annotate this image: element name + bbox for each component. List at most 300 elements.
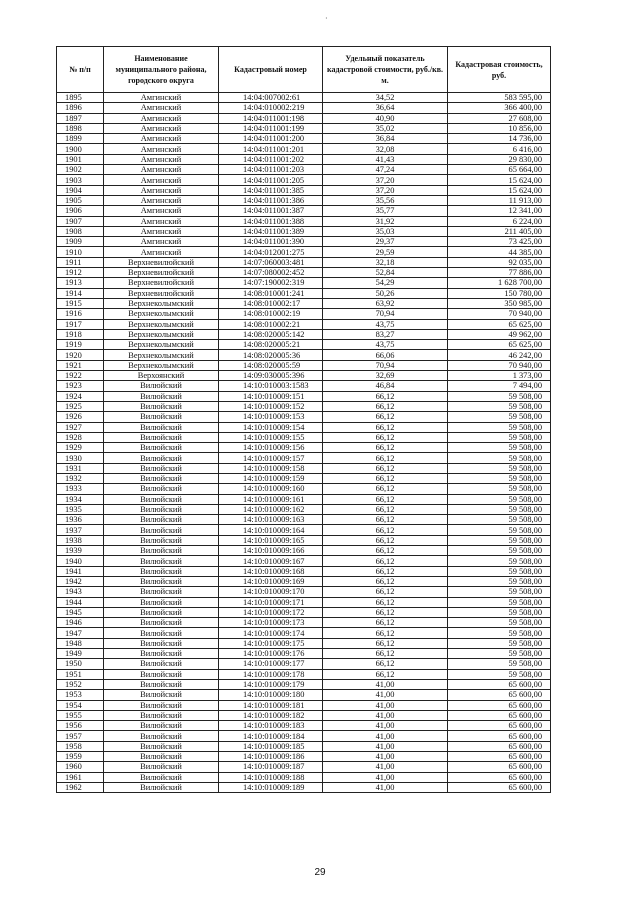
cadastral-number-cell: 14:10:010009:151 bbox=[219, 391, 323, 401]
row-number-cell: 1950 bbox=[57, 659, 104, 669]
cost-cell: 211 405,00 bbox=[448, 226, 551, 236]
district-cell: Вилюйский bbox=[104, 731, 219, 741]
district-cell: Вилюйский bbox=[104, 484, 219, 494]
district-cell: Вилюйский bbox=[104, 741, 219, 751]
indicator-cell: 29,37 bbox=[323, 237, 448, 247]
row-number-cell: 1896 bbox=[57, 103, 104, 113]
district-cell: Вилюйский bbox=[104, 525, 219, 535]
row-number-cell: 1897 bbox=[57, 113, 104, 123]
row-number-cell: 1933 bbox=[57, 484, 104, 494]
indicator-cell: 66,12 bbox=[323, 412, 448, 422]
cadastral-number-cell: 14:10:010009:187 bbox=[219, 762, 323, 772]
table-row bbox=[57, 628, 551, 638]
row-number-cell: 1941 bbox=[57, 566, 104, 576]
cadastral-number-cell: 14:10:010009:188 bbox=[219, 772, 323, 782]
table-row bbox=[57, 371, 551, 381]
row-number-cell: 1939 bbox=[57, 546, 104, 556]
row-number-cell: 1915 bbox=[57, 298, 104, 308]
table-row bbox=[57, 679, 551, 689]
table-row bbox=[57, 206, 551, 216]
row-number-cell: 1917 bbox=[57, 319, 104, 329]
table-row bbox=[57, 731, 551, 741]
table-row bbox=[57, 752, 551, 762]
table-row bbox=[57, 494, 551, 504]
district-cell: Амгинский bbox=[104, 144, 219, 154]
indicator-cell: 70,94 bbox=[323, 309, 448, 319]
cadastral-number-cell: 14:08:020005:142 bbox=[219, 329, 323, 339]
table-row bbox=[57, 268, 551, 278]
indicator-cell: 41,00 bbox=[323, 721, 448, 731]
district-cell: Вилюйский bbox=[104, 772, 219, 782]
district-cell: Амгинский bbox=[104, 134, 219, 144]
row-number-cell: 1924 bbox=[57, 391, 104, 401]
cost-cell: 1 628 700,00 bbox=[448, 278, 551, 288]
cost-cell: 59 508,00 bbox=[448, 628, 551, 638]
district-cell: Верхневилюйский bbox=[104, 278, 219, 288]
district-cell: Верхнеколымский bbox=[104, 309, 219, 319]
district-cell: Вилюйский bbox=[104, 422, 219, 432]
cost-cell: 59 508,00 bbox=[448, 638, 551, 648]
cadastral-number-cell: 14:08:020005:59 bbox=[219, 360, 323, 370]
cost-cell: 350 985,00 bbox=[448, 298, 551, 308]
cadastral-number-cell: 14:04:011001:387 bbox=[219, 206, 323, 216]
table-row bbox=[57, 772, 551, 782]
indicator-cell: 66,12 bbox=[323, 638, 448, 648]
row-number-cell: 1920 bbox=[57, 350, 104, 360]
cadastral-number-cell: 14:10:010009:169 bbox=[219, 576, 323, 586]
district-cell: Вилюйский bbox=[104, 535, 219, 545]
header-row bbox=[57, 47, 551, 93]
row-number-cell: 1910 bbox=[57, 247, 104, 257]
cost-cell: 70 940,00 bbox=[448, 309, 551, 319]
district-cell: Вилюйский bbox=[104, 721, 219, 731]
row-number-cell: 1899 bbox=[57, 134, 104, 144]
cadastral-number-cell: 14:10:010009:179 bbox=[219, 679, 323, 689]
table-row bbox=[57, 649, 551, 659]
cadastral-number-cell: 14:10:010009:185 bbox=[219, 741, 323, 751]
cadastral-number-cell: 14:07:080002:452 bbox=[219, 268, 323, 278]
table-row bbox=[57, 463, 551, 473]
cadastral-number-cell: 14:08:010001:241 bbox=[219, 288, 323, 298]
cadastral-number-cell: 14:10:010009:173 bbox=[219, 618, 323, 628]
row-number-cell: 1942 bbox=[57, 576, 104, 586]
table-row bbox=[57, 504, 551, 514]
cost-cell: 59 508,00 bbox=[448, 649, 551, 659]
cost-cell: 6 416,00 bbox=[448, 144, 551, 154]
district-cell: Вилюйский bbox=[104, 494, 219, 504]
scan-mark: · bbox=[325, 14, 328, 23]
cost-cell: 6 224,00 bbox=[448, 216, 551, 226]
table-row bbox=[57, 381, 551, 391]
table-row bbox=[57, 432, 551, 442]
district-cell: Вилюйский bbox=[104, 607, 219, 617]
table-row bbox=[57, 690, 551, 700]
cost-cell: 77 886,00 bbox=[448, 268, 551, 278]
row-number-cell: 1946 bbox=[57, 618, 104, 628]
indicator-cell: 66,12 bbox=[323, 566, 448, 576]
cadastral-number-cell: 14:10:010009:189 bbox=[219, 782, 323, 792]
cost-cell: 59 508,00 bbox=[448, 607, 551, 617]
cadastral-number-cell: 14:04:010002:219 bbox=[219, 103, 323, 113]
table-row bbox=[57, 319, 551, 329]
indicator-cell: 32,08 bbox=[323, 144, 448, 154]
district-cell: Амгинский bbox=[104, 103, 219, 113]
cost-cell: 65 600,00 bbox=[448, 700, 551, 710]
cost-cell: 59 508,00 bbox=[448, 566, 551, 576]
row-number-cell: 1925 bbox=[57, 401, 104, 411]
row-number-cell: 1922 bbox=[57, 371, 104, 381]
cost-cell: 59 508,00 bbox=[448, 535, 551, 545]
table-row bbox=[57, 298, 551, 308]
table-row bbox=[57, 247, 551, 257]
row-number-cell: 1930 bbox=[57, 453, 104, 463]
table-row bbox=[57, 360, 551, 370]
table-row bbox=[57, 103, 551, 113]
header-specific-indicator: Удельный показатель кадастровой стоимости, руб./кв. м. bbox=[323, 47, 448, 93]
table-row bbox=[57, 484, 551, 494]
table-row bbox=[57, 134, 551, 144]
cadastral-number-cell: 14:10:010009:167 bbox=[219, 556, 323, 566]
table-row bbox=[57, 515, 551, 525]
cost-cell: 14 736,00 bbox=[448, 134, 551, 144]
cost-cell: 65 600,00 bbox=[448, 679, 551, 689]
indicator-cell: 66,12 bbox=[323, 669, 448, 679]
indicator-cell: 66,12 bbox=[323, 422, 448, 432]
row-number-cell: 1952 bbox=[57, 679, 104, 689]
cadastral-number-cell: 14:10:010009:176 bbox=[219, 649, 323, 659]
indicator-cell: 31,92 bbox=[323, 216, 448, 226]
header-district: Наименование муниципального района, городского округа bbox=[104, 47, 219, 93]
indicator-cell: 66,12 bbox=[323, 504, 448, 514]
district-cell: Вилюйский bbox=[104, 463, 219, 473]
cost-cell: 59 508,00 bbox=[448, 401, 551, 411]
cost-cell: 65 625,00 bbox=[448, 340, 551, 350]
cost-cell: 59 508,00 bbox=[448, 587, 551, 597]
row-number-cell: 1906 bbox=[57, 206, 104, 216]
table-row bbox=[57, 618, 551, 628]
district-cell: Вилюйский bbox=[104, 618, 219, 628]
cadastral-number-cell: 14:10:010009:158 bbox=[219, 463, 323, 473]
district-cell: Вилюйский bbox=[104, 587, 219, 597]
indicator-cell: 66,12 bbox=[323, 494, 448, 504]
row-number-cell: 1895 bbox=[57, 93, 104, 103]
header-cadastral-number: Кадастровый номер bbox=[219, 47, 323, 93]
row-number-cell: 1945 bbox=[57, 607, 104, 617]
row-number-cell: 1937 bbox=[57, 525, 104, 535]
district-cell: Вилюйский bbox=[104, 762, 219, 772]
table-row bbox=[57, 340, 551, 350]
district-cell: Амгинский bbox=[104, 226, 219, 236]
indicator-cell: 41,00 bbox=[323, 700, 448, 710]
indicator-cell: 32,18 bbox=[323, 257, 448, 267]
district-cell: Амгинский bbox=[104, 93, 219, 103]
cadastral-number-cell: 14:10:010009:174 bbox=[219, 628, 323, 638]
district-cell: Вилюйский bbox=[104, 556, 219, 566]
district-cell: Вилюйский bbox=[104, 679, 219, 689]
cadastral-number-cell: 14:08:010002:21 bbox=[219, 319, 323, 329]
indicator-cell: 66,12 bbox=[323, 515, 448, 525]
table-row bbox=[57, 412, 551, 422]
indicator-cell: 41,00 bbox=[323, 762, 448, 772]
district-cell: Вилюйский bbox=[104, 515, 219, 525]
cadastral-number-cell: 14:10:010009:177 bbox=[219, 659, 323, 669]
cadastral-number-cell: 14:10:010009:182 bbox=[219, 710, 323, 720]
cost-cell: 15 624,00 bbox=[448, 175, 551, 185]
cost-cell: 59 508,00 bbox=[448, 597, 551, 607]
cost-cell: 59 508,00 bbox=[448, 669, 551, 679]
cadastral-number-cell: 14:07:060003:481 bbox=[219, 257, 323, 267]
cost-cell: 15 624,00 bbox=[448, 185, 551, 195]
table-row bbox=[57, 391, 551, 401]
table-row bbox=[57, 422, 551, 432]
cadastral-number-cell: 14:10:010009:155 bbox=[219, 432, 323, 442]
cadastral-number-cell: 14:10:010009:170 bbox=[219, 587, 323, 597]
district-cell: Амгинский bbox=[104, 175, 219, 185]
cost-cell: 366 400,00 bbox=[448, 103, 551, 113]
cost-cell: 59 508,00 bbox=[448, 556, 551, 566]
table-row bbox=[57, 226, 551, 236]
cost-cell: 70 940,00 bbox=[448, 360, 551, 370]
indicator-cell: 36,84 bbox=[323, 134, 448, 144]
cadastral-number-cell: 14:04:011001:390 bbox=[219, 237, 323, 247]
row-number-cell: 1935 bbox=[57, 504, 104, 514]
cadastral-number-cell: 14:10:010009:165 bbox=[219, 535, 323, 545]
cadastral-number-cell: 14:10:010009:181 bbox=[219, 700, 323, 710]
table-row bbox=[57, 762, 551, 772]
row-number-cell: 1948 bbox=[57, 638, 104, 648]
indicator-cell: 66,06 bbox=[323, 350, 448, 360]
indicator-cell: 66,12 bbox=[323, 659, 448, 669]
table-row bbox=[57, 278, 551, 288]
table-row bbox=[57, 329, 551, 339]
district-cell: Вилюйский bbox=[104, 782, 219, 792]
row-number-cell: 1902 bbox=[57, 165, 104, 175]
row-number-cell: 1944 bbox=[57, 597, 104, 607]
district-cell: Амгинский bbox=[104, 247, 219, 257]
table-row bbox=[57, 638, 551, 648]
table-row bbox=[57, 556, 551, 566]
table-row bbox=[57, 546, 551, 556]
cost-cell: 59 508,00 bbox=[448, 618, 551, 628]
indicator-cell: 41,43 bbox=[323, 154, 448, 164]
table-row bbox=[57, 700, 551, 710]
cadastral-number-cell: 14:04:011001:201 bbox=[219, 144, 323, 154]
cost-cell: 65 600,00 bbox=[448, 710, 551, 720]
cadastral-number-cell: 14:10:010009:178 bbox=[219, 669, 323, 679]
indicator-cell: 41,00 bbox=[323, 772, 448, 782]
district-cell: Вилюйский bbox=[104, 412, 219, 422]
cost-cell: 7 494,00 bbox=[448, 381, 551, 391]
indicator-cell: 41,00 bbox=[323, 782, 448, 792]
table-row bbox=[57, 165, 551, 175]
row-number-cell: 1904 bbox=[57, 185, 104, 195]
row-number-cell: 1962 bbox=[57, 782, 104, 792]
row-number-cell: 1960 bbox=[57, 762, 104, 772]
table-row bbox=[57, 350, 551, 360]
row-number-cell: 1958 bbox=[57, 741, 104, 751]
district-cell: Вилюйский bbox=[104, 566, 219, 576]
indicator-cell: 66,12 bbox=[323, 443, 448, 453]
indicator-cell: 43,75 bbox=[323, 319, 448, 329]
table-row bbox=[57, 525, 551, 535]
district-cell: Вилюйский bbox=[104, 690, 219, 700]
table-row bbox=[57, 535, 551, 545]
table-row bbox=[57, 237, 551, 247]
cadastral-number-cell: 14:04:011001:203 bbox=[219, 165, 323, 175]
indicator-cell: 66,12 bbox=[323, 546, 448, 556]
cost-cell: 65 600,00 bbox=[448, 731, 551, 741]
table-row bbox=[57, 453, 551, 463]
cost-cell: 65 600,00 bbox=[448, 741, 551, 751]
cost-cell: 1 373,00 bbox=[448, 371, 551, 381]
cadastral-number-cell: 14:04:011001:388 bbox=[219, 216, 323, 226]
cost-cell: 29 830,00 bbox=[448, 154, 551, 164]
cadastral-number-cell: 14:10:010009:156 bbox=[219, 443, 323, 453]
cost-cell: 59 508,00 bbox=[448, 515, 551, 525]
indicator-cell: 66,12 bbox=[323, 484, 448, 494]
indicator-cell: 66,12 bbox=[323, 649, 448, 659]
cadastral-number-cell: 14:10:010009:162 bbox=[219, 504, 323, 514]
district-cell: Вилюйский bbox=[104, 710, 219, 720]
indicator-cell: 32,69 bbox=[323, 371, 448, 381]
table-row bbox=[57, 288, 551, 298]
district-cell: Верхневилюйский bbox=[104, 268, 219, 278]
indicator-cell: 66,12 bbox=[323, 525, 448, 535]
district-cell: Амгинский bbox=[104, 237, 219, 247]
cadastral-number-cell: 14:04:007002:61 bbox=[219, 93, 323, 103]
cadastral-number-cell: 14:10:010003:1583 bbox=[219, 381, 323, 391]
cost-cell: 73 425,00 bbox=[448, 237, 551, 247]
cadastral-number-cell: 14:10:010009:152 bbox=[219, 401, 323, 411]
table-row bbox=[57, 741, 551, 751]
indicator-cell: 70,94 bbox=[323, 360, 448, 370]
district-cell: Амгинский bbox=[104, 154, 219, 164]
row-number-cell: 1898 bbox=[57, 123, 104, 133]
table-row bbox=[57, 309, 551, 319]
row-number-cell: 1900 bbox=[57, 144, 104, 154]
cost-cell: 59 508,00 bbox=[448, 422, 551, 432]
cadastral-number-cell: 14:04:011001:389 bbox=[219, 226, 323, 236]
cadastral-number-cell: 14:08:020005:21 bbox=[219, 340, 323, 350]
cost-cell: 59 508,00 bbox=[448, 412, 551, 422]
row-number-cell: 1940 bbox=[57, 556, 104, 566]
district-cell: Вилюйский bbox=[104, 597, 219, 607]
row-number-cell: 1903 bbox=[57, 175, 104, 185]
table-row bbox=[57, 144, 551, 154]
district-cell: Вилюйский bbox=[104, 381, 219, 391]
district-cell: Вилюйский bbox=[104, 669, 219, 679]
cadastral-number-cell: 14:10:010009:183 bbox=[219, 721, 323, 731]
row-number-cell: 1913 bbox=[57, 278, 104, 288]
indicator-cell: 35,02 bbox=[323, 123, 448, 133]
cadastral-number-cell: 14:10:010009:166 bbox=[219, 546, 323, 556]
district-cell: Вилюйский bbox=[104, 504, 219, 514]
district-cell: Вилюйский bbox=[104, 391, 219, 401]
district-cell: Вилюйский bbox=[104, 453, 219, 463]
cost-cell: 65 600,00 bbox=[448, 772, 551, 782]
cadastral-number-cell: 14:04:011001:198 bbox=[219, 113, 323, 123]
indicator-cell: 41,00 bbox=[323, 731, 448, 741]
table-row bbox=[57, 401, 551, 411]
cost-cell: 59 508,00 bbox=[448, 504, 551, 514]
cadastral-number-cell: 14:10:010009:175 bbox=[219, 638, 323, 648]
row-number-cell: 1923 bbox=[57, 381, 104, 391]
table-row bbox=[57, 113, 551, 123]
indicator-cell: 66,12 bbox=[323, 473, 448, 483]
indicator-cell: 66,12 bbox=[323, 628, 448, 638]
indicator-cell: 66,12 bbox=[323, 576, 448, 586]
cadastral-number-cell: 14:08:010002:17 bbox=[219, 298, 323, 308]
cost-cell: 65 600,00 bbox=[448, 690, 551, 700]
cadastral-number-cell: 14:10:010009:164 bbox=[219, 525, 323, 535]
table-row bbox=[57, 185, 551, 195]
table-row bbox=[57, 175, 551, 185]
indicator-cell: 41,00 bbox=[323, 741, 448, 751]
cadastral-table bbox=[56, 46, 551, 793]
cost-cell: 49 962,00 bbox=[448, 329, 551, 339]
indicator-cell: 66,12 bbox=[323, 463, 448, 473]
cost-cell: 27 608,00 bbox=[448, 113, 551, 123]
indicator-cell: 46,84 bbox=[323, 381, 448, 391]
table-row bbox=[57, 195, 551, 205]
district-cell: Вилюйский bbox=[104, 443, 219, 453]
cadastral-number-cell: 14:08:010002:19 bbox=[219, 309, 323, 319]
indicator-cell: 37,20 bbox=[323, 175, 448, 185]
page-number: 29 bbox=[314, 867, 326, 878]
district-cell: Верхнеколымский bbox=[104, 319, 219, 329]
row-number-cell: 1927 bbox=[57, 422, 104, 432]
row-number-cell: 1905 bbox=[57, 195, 104, 205]
indicator-cell: 66,12 bbox=[323, 556, 448, 566]
table-row bbox=[57, 669, 551, 679]
cost-cell: 65 664,00 bbox=[448, 165, 551, 175]
indicator-cell: 66,12 bbox=[323, 453, 448, 463]
indicator-cell: 83,27 bbox=[323, 329, 448, 339]
table-row bbox=[57, 782, 551, 792]
table-row bbox=[57, 473, 551, 483]
district-cell: Верхнеколымский bbox=[104, 329, 219, 339]
row-number-cell: 1928 bbox=[57, 432, 104, 442]
cadastral-number-cell: 14:10:010009:157 bbox=[219, 453, 323, 463]
cadastral-number-cell: 14:07:190002:319 bbox=[219, 278, 323, 288]
district-cell: Верхневилюйский bbox=[104, 257, 219, 267]
indicator-cell: 41,00 bbox=[323, 752, 448, 762]
district-cell: Вилюйский bbox=[104, 401, 219, 411]
table-row bbox=[57, 587, 551, 597]
indicator-cell: 41,00 bbox=[323, 690, 448, 700]
indicator-cell: 47,24 bbox=[323, 165, 448, 175]
row-number-cell: 1934 bbox=[57, 494, 104, 504]
cadastral-number-cell: 14:04:011001:385 bbox=[219, 185, 323, 195]
district-cell: Верхнеколымский bbox=[104, 298, 219, 308]
district-cell: Верхоянский bbox=[104, 371, 219, 381]
header-num: № п/п bbox=[57, 47, 104, 93]
table-row bbox=[57, 721, 551, 731]
district-cell: Амгинский bbox=[104, 113, 219, 123]
indicator-cell: 66,12 bbox=[323, 401, 448, 411]
cost-cell: 583 595,00 bbox=[448, 93, 551, 103]
cadastral-number-cell: 14:10:010009:163 bbox=[219, 515, 323, 525]
table-body bbox=[57, 93, 551, 793]
row-number-cell: 1951 bbox=[57, 669, 104, 679]
district-cell: Вилюйский bbox=[104, 628, 219, 638]
indicator-cell: 35,03 bbox=[323, 226, 448, 236]
cadastral-number-cell: 14:04:011001:386 bbox=[219, 195, 323, 205]
district-cell: Амгинский bbox=[104, 206, 219, 216]
row-number-cell: 1909 bbox=[57, 237, 104, 247]
table-row bbox=[57, 566, 551, 576]
cadastral-number-cell: 14:04:011001:202 bbox=[219, 154, 323, 164]
